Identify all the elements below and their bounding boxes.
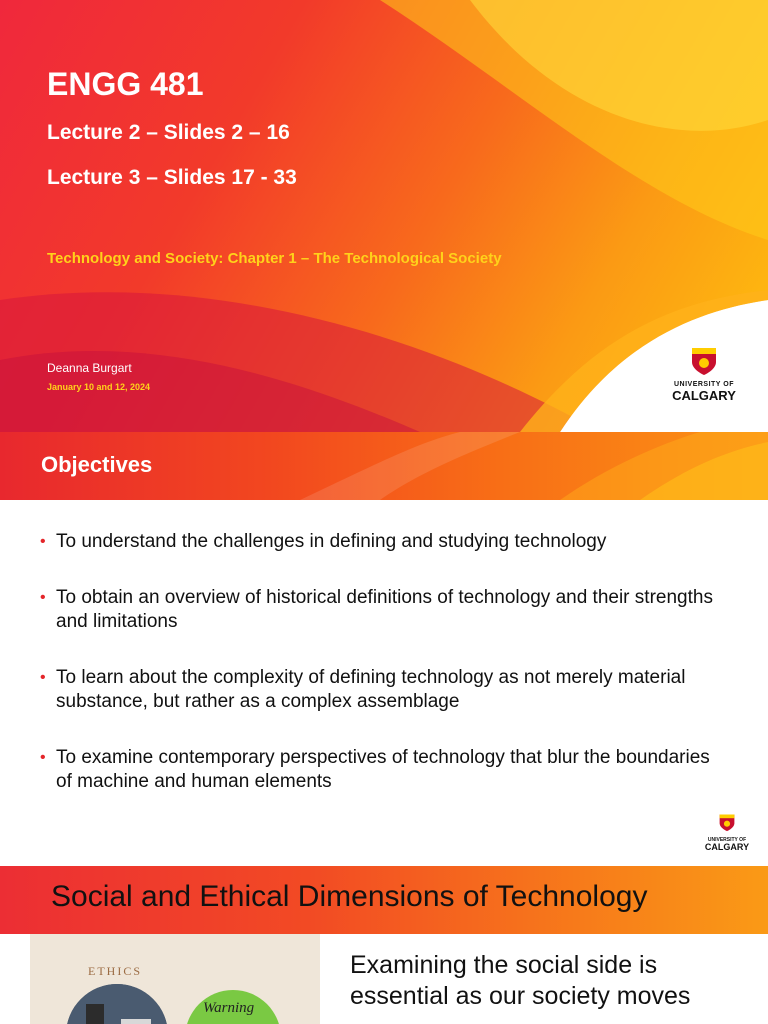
photo-circle-right	[185, 990, 281, 1024]
photo-circle-left	[66, 984, 168, 1024]
list-item: • To understand the challenges in defining and studying technology	[40, 531, 607, 552]
social-ethical-banner	[0, 866, 768, 934]
lecture-3-range: Lecture 3 – Slides 17 - 33	[47, 166, 297, 189]
image-caption: ETHICS	[88, 964, 142, 978]
course-title: ENGG 481	[47, 66, 204, 102]
objectives-banner	[0, 432, 768, 500]
slide-title: Social and Ethical Dimensions of Technology	[51, 880, 648, 913]
warning-sign-text: Warning	[203, 1000, 255, 1016]
objectives-list	[40, 530, 730, 826]
logo-line-1: UNIVERSITY OF	[673, 381, 735, 388]
objectives-title: Objectives	[41, 452, 153, 477]
list-item: • To obtain an overview of historical definitions of technology and their strengths and limitations	[40, 587, 713, 632]
slide-body-text: Examining the social side is essential as our society moves	[350, 951, 691, 1010]
university-logo	[664, 346, 744, 402]
lecture-date: January 10 and 12, 2024	[47, 382, 151, 392]
lecture-2-range: Lecture 2 – Slides 2 – 16	[47, 121, 290, 144]
bullet-dot-icon: •	[40, 669, 46, 686]
author-name: Deanna Burgart	[47, 361, 132, 375]
logo-line-2: CALGARY	[704, 842, 750, 852]
social-ethical-slide	[0, 866, 768, 1024]
university-crest-icon	[719, 813, 735, 832]
bullet-dot-icon: •	[40, 533, 46, 550]
university-logo	[700, 813, 754, 852]
bullet-dot-icon: •	[40, 589, 46, 606]
chapter-subtitle: Technology and Society: Chapter 1 – The Technological Society	[47, 250, 502, 267]
logo-line-2: CALGARY	[672, 388, 736, 403]
people-photo	[66, 984, 168, 1024]
ethics-image	[30, 934, 320, 1024]
list-item: • To learn about the complexity of defining technology as not merely material substance, but rather as a complex assemblage	[40, 667, 686, 712]
logo-line-1: UNIVERSITY OF	[707, 837, 747, 843]
university-crest-icon	[691, 346, 717, 376]
list-item: • To examine contemporary perspectives of technology that blur the boundaries of machine and human elements	[40, 747, 710, 792]
bullet-dot-icon: •	[40, 749, 46, 766]
objectives-slide	[0, 432, 768, 864]
title-slide	[0, 0, 768, 432]
